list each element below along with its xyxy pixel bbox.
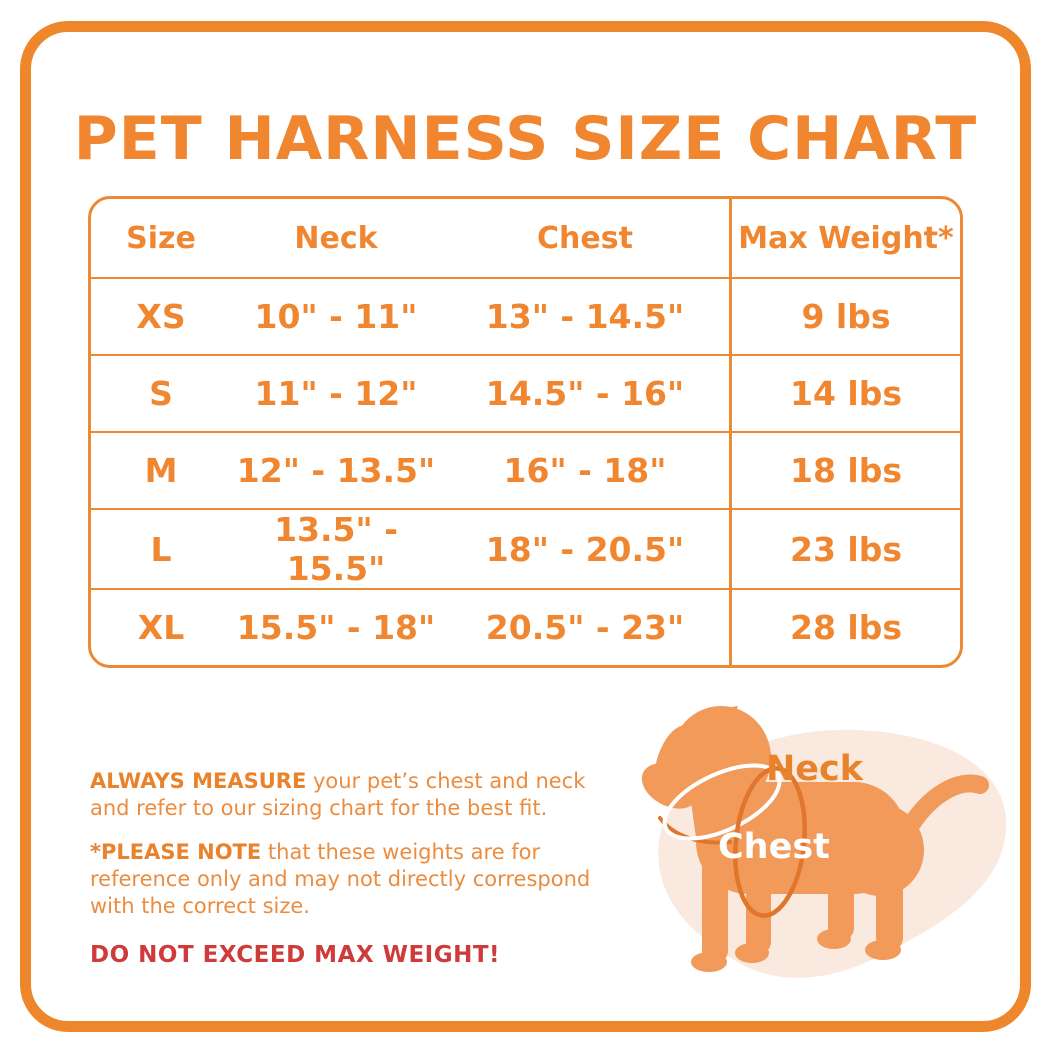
notes-section — [90, 768, 618, 968]
size-chart-table — [88, 196, 963, 668]
table-row-xl — [91, 588, 960, 665]
table-row-xs — [91, 277, 960, 354]
column-header-chest: Chest — [537, 220, 633, 256]
table-row-m — [91, 431, 960, 508]
column-header-max-weight: Max Weight* — [729, 199, 960, 277]
max-weight-value: 14 lbs — [729, 356, 960, 431]
neck-label: Neck — [766, 749, 864, 789]
neck-value: 15.5" - 18" — [236, 608, 436, 647]
table-row-l — [91, 508, 960, 588]
size-value: XS — [136, 297, 186, 336]
neck-value: 11" - 12" — [254, 374, 418, 413]
size-value: L — [150, 529, 172, 569]
column-header-size: Size — [126, 220, 196, 256]
chest-value: 18" - 20.5" — [485, 529, 685, 569]
page-title: PET HARNESS SIZE CHART — [73, 104, 978, 174]
max-weight-warning: DO NOT EXCEED MAX WEIGHT! — [90, 942, 501, 969]
size-value: XL — [137, 608, 185, 647]
max-weight-value: 18 lbs — [729, 433, 960, 508]
max-weight-value: 23 lbs — [729, 510, 960, 588]
size-value: S — [149, 374, 173, 413]
reference-note — [90, 839, 618, 921]
max-weight-value: 28 lbs — [729, 590, 960, 665]
reference-note-body: that these weights are for reference only and may not directly correspond with the correct size. — [90, 839, 591, 919]
table-row-s — [91, 354, 960, 431]
chest-value: 13" - 14.5" — [485, 297, 685, 336]
measure-note-lead: ALWAYS MEASURE — [90, 769, 307, 793]
size-value: M — [144, 451, 178, 490]
table-header-row — [91, 199, 960, 277]
dog-illustration-icon — [618, 690, 1023, 1015]
neck-value: 13.5" - 15.5" — [274, 510, 398, 588]
neck-value: 12" - 13.5" — [236, 451, 436, 490]
chest-label: Chest — [718, 827, 830, 867]
measure-note-body: your pet’s chest and neck and refer to our sizing chart for the best fit. — [90, 769, 586, 821]
max-weight-value: 9 lbs — [729, 279, 960, 354]
reference-note-lead: *PLEASE NOTE — [90, 839, 262, 864]
column-header-neck: Neck — [294, 220, 378, 256]
dog-measurement-diagram — [618, 690, 1023, 1015]
neck-value: 10" - 11" — [254, 297, 418, 336]
chest-value: 16" - 18" — [503, 451, 667, 490]
chest-value: 20.5" - 23" — [485, 608, 685, 647]
chest-value: 14.5" - 16" — [485, 374, 685, 413]
measure-note — [90, 768, 618, 823]
